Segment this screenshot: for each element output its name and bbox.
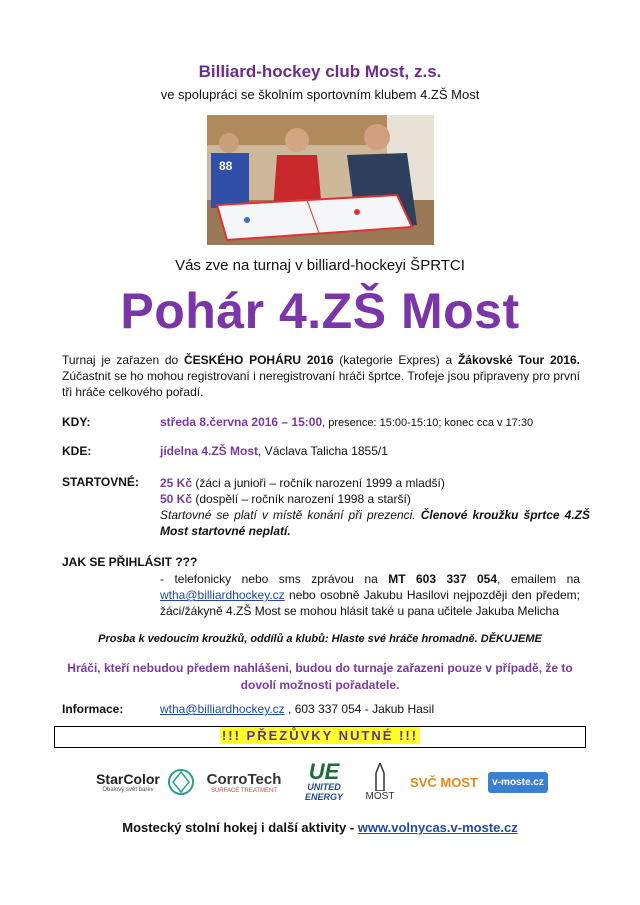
corrotech-sub: SURFACE TREATMENT [210, 787, 278, 794]
fee-note-members: Členové kroužku šprtce 4.ZŠ Most startovné neplatí. [160, 508, 590, 538]
starcolor-sub: Obalový svět barev [102, 787, 154, 793]
intro-text-1: Turnaj je zařazen do [62, 353, 184, 367]
intro-paragraph [62, 352, 580, 400]
signup-text-3: nebo osobně Jakubu Hasilovi nejpozději den předem; žáci/žákyně 4.ZŠ Most se mohou hlásit také u pana učitele Jakuba Melicha [160, 588, 580, 618]
intro-text-3: Zúčastnit se ho mohou registrovaní i neregistrovaní hráči šprtce. Trofeje jsou připraveny pro první tři hráče celkového pořadí. [62, 369, 580, 399]
signup-text [160, 571, 580, 619]
fee-desc-1: (žáci a junioři – ročník narození 1999 a mladší) [192, 476, 445, 490]
request-line: Prosba k vedoucím kroužků, oddílů a klubů: Hlaste své hráče hromadně. DĚKUJEME [98, 633, 542, 645]
when-date: středa 8.června 2016 – 15:00 [160, 415, 323, 429]
club-name: Billiard-hockey club Most, z.s. [198, 62, 442, 81]
cup-title: Pohár 4.ZŠ Most [120, 283, 520, 339]
fee-label: STARTOVNÉ: [62, 475, 139, 489]
slippers-box [54, 726, 586, 748]
united-energy-line-2: ENERGY [304, 792, 343, 802]
footer-link[interactable]: www.volnycas.v-moste.cz [357, 820, 518, 835]
signup-text-2: , emailem na [497, 572, 580, 586]
signup-phone: MT 603 337 054 [388, 572, 498, 586]
jersey-number: 88 [219, 159, 233, 173]
starcolor-name: StarColor [96, 771, 160, 787]
signup-email-link[interactable]: wtha@billiardhockey.cz [160, 588, 285, 602]
when-details: , presence: 15:00-15:10; konec cca v 17:30 [322, 417, 534, 429]
photo-illustration [207, 115, 434, 245]
united-energy-mark: UE [308, 759, 340, 784]
v-moste-logo [485, 756, 551, 808]
warning-line-2: dovolí možnosti pořadatele. [240, 678, 400, 692]
where-value [160, 444, 600, 458]
intro-cup-name: ČESKÉHO POHÁRU 2016 [183, 353, 334, 367]
footer [0, 820, 640, 835]
signup-label: JAK SE PŘIHLÁSIT ??? [62, 555, 198, 569]
svc-most-name: SVČ MOST [410, 774, 478, 790]
footer-text: Mostecký stolní hokej i další aktivity - [122, 820, 358, 835]
where-label: KDE: [62, 444, 92, 458]
tournament-photo [207, 115, 434, 245]
tower-icon [368, 763, 392, 791]
fee-line-1 [160, 475, 590, 491]
corrotech-emblem [166, 756, 196, 808]
fee-line-2 [160, 491, 590, 507]
fee-note [160, 507, 590, 539]
invitation-line: Vás zve na turnaj v billiard-hockeyi ŠPRTCI [175, 257, 465, 274]
info-email-link[interactable]: wtha@billiardhockey.cz [160, 702, 285, 716]
fee-amount-1: 25 Kč [160, 476, 193, 490]
where-address: , Václava Talicha 1855/1 [258, 444, 388, 458]
most-logo [357, 756, 403, 808]
starcolor-logo [90, 756, 166, 808]
info-value [160, 702, 580, 716]
svc-most-logo [405, 756, 483, 808]
when-value [160, 415, 600, 429]
united-energy-logo [293, 756, 355, 808]
slippers-notice: !!! PŘEZŮVKY NUTNÉ !!! [221, 728, 419, 743]
corrotech-name: CorroTech [206, 770, 282, 788]
warning-block [0, 660, 640, 694]
when-label: KDY: [62, 415, 91, 429]
info-rest: , 603 337 054 - Jakub Hasil [284, 702, 435, 716]
most-name: MOST [365, 790, 395, 802]
fee-note-text: Startovné se platí v místě konání při prezenci. [160, 508, 421, 522]
signup-text-1: - telefonicky nebo sms zprávou na [160, 572, 389, 586]
fee-desc-2: (dospělí – ročník narození 1998 a starší) [192, 492, 411, 506]
intro-tour-name: Žákovské Tour 2016. [457, 353, 580, 367]
united-energy-line-1: UNITED [307, 782, 341, 792]
fee-block [160, 475, 590, 539]
warning-line-1: Hráči, kteří nebudou předem nahlášeni, budou do turnaje zařazeni pouze v případě, že to [67, 661, 573, 675]
corrotech-emblem-icon [167, 768, 195, 796]
corrotech-logo [198, 756, 290, 808]
intro-text-2: (kategorie Expres) a [333, 353, 458, 367]
cooperation-line: ve spolupráci se školním sportovním klubem 4.ZŠ Most [160, 87, 480, 102]
where-place: jídelna 4.ZŠ Most [160, 444, 259, 458]
fee-amount-2: 50 Kč [160, 492, 193, 506]
v-moste-name: v-moste.cz [488, 772, 548, 793]
info-label: Informace: [62, 702, 124, 716]
